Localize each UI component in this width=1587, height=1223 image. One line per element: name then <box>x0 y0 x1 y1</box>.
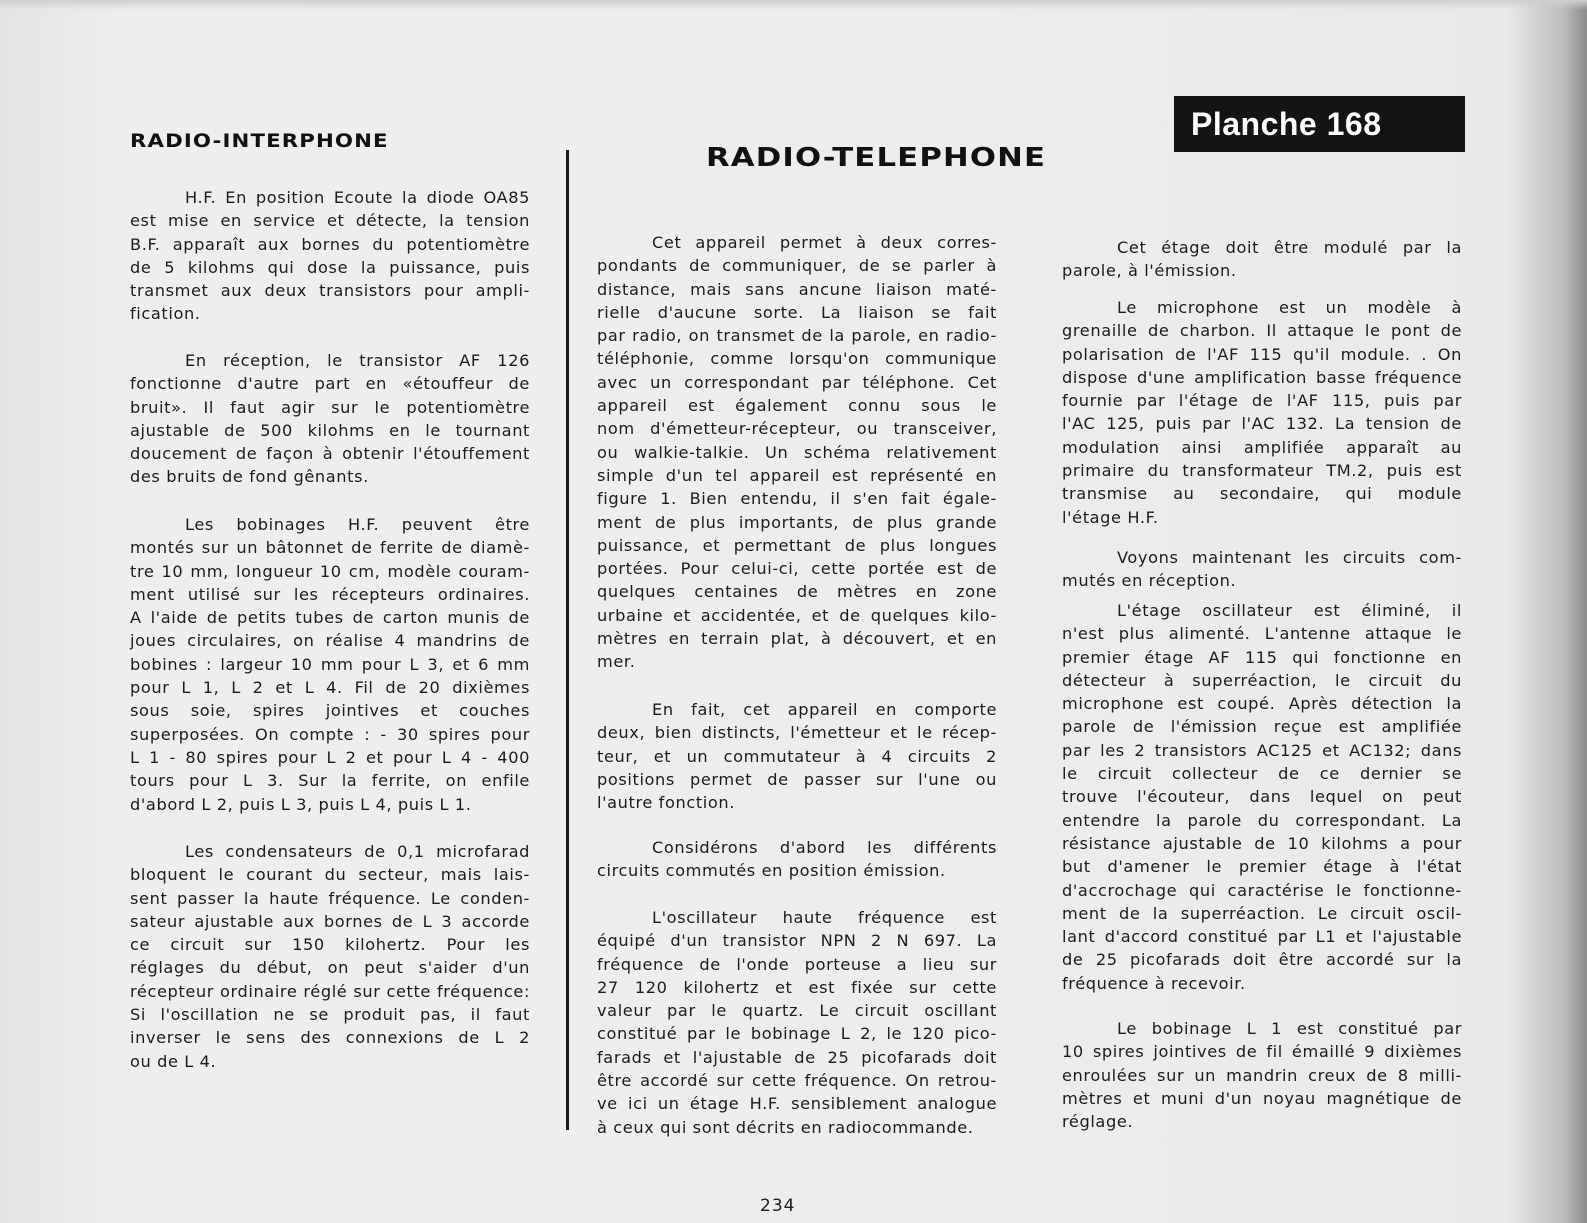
text-line: est mise en service et détecte, la tension <box>130 211 530 231</box>
plate-label: Planche 168 <box>1174 96 1465 152</box>
text-line: par les 2 transistors AC125 et AC132; dans <box>1062 740 1462 760</box>
text-line: fréquence de l'onde porteuse a lieu sur <box>597 954 997 974</box>
text-line: ment utilisé sur les récepteurs ordinaires. <box>130 584 530 604</box>
text-line: ment de la superréaction. Le circuit oscil- <box>1062 903 1462 923</box>
text-line: portées. Pour celui-ci, cette portée est de <box>597 559 997 579</box>
text-line: fournie par l'étage de l'AF 115, puis par <box>1062 391 1462 411</box>
section-title-radio-telephone: RADIO-TELEPHONE <box>706 143 1047 173</box>
paragraph <box>1062 236 1462 283</box>
text-line: entendre la parole du correspondant. La <box>1062 810 1462 830</box>
text-line: avec un correspondant par téléphone. Cet <box>597 372 997 392</box>
text-line: constitué par le bobinage L 2, le 120 pico- <box>597 1024 997 1044</box>
text-line: mutés en réception. <box>1062 571 1237 591</box>
text-line: valeur par le quartz. Le circuit oscillant <box>597 1001 997 1021</box>
text-line: Les condensateurs de 0,1 microfarad <box>185 842 530 861</box>
text-line: premier étage AF 115 qui fonctionne en <box>1062 647 1462 667</box>
section-title-radio-interphone: RADIO-INTERPHONE <box>130 130 389 152</box>
text-line: détecteur à superréaction, le circuit du <box>1062 670 1462 690</box>
text-line: B.F. apparaît aux bornes du potentiomètre <box>130 234 530 254</box>
paragraph <box>597 231 997 674</box>
text-line: bruit». Il faut agir sur le potentiomètre <box>130 397 530 417</box>
text-line: mètres et muni d'un noyau magnétique de <box>1062 1088 1462 1108</box>
text-line: ce circuit sur 150 kilohertz. Pour les <box>130 935 530 955</box>
text-line: téléphonie, comme lorsqu'on communique <box>597 349 997 369</box>
text-line: joues circulaires, on réalise 4 mandrins de <box>130 631 530 651</box>
text-line: équipé d'un transistor NPN 2 N 697. La <box>597 931 997 951</box>
text-line: farads et l'ajustable de 25 picofarads doit <box>597 1047 997 1067</box>
text-line: doucement de façon à obtenir l'étouffement <box>130 444 530 464</box>
paragraph <box>130 840 530 1073</box>
paragraph <box>597 698 997 814</box>
text-line: d'abord L 2, puis L 3, puis L 4, puis L 1. <box>130 794 472 814</box>
text-line: L 1 - 80 spires pour L 2 et pour L 4 - 400 <box>130 747 530 767</box>
text-line: réglage. <box>1062 1112 1134 1132</box>
text-line: Considérons d'abord les différents <box>652 838 997 857</box>
text-line: d'accrochage qui caractérise le fonctionne- <box>1062 880 1462 900</box>
text-line: pour L 1, L 2 et L 4. Fil de 20 dixièmes <box>130 678 530 698</box>
text-line: fréquence à recevoir. <box>1062 973 1246 993</box>
text-line: ajustable de 500 kilohms en le tournant <box>130 420 530 440</box>
text-line: circuits commutés en position émission. <box>597 861 946 881</box>
text-line: puissance, et permettant de plus longues <box>597 535 997 555</box>
text-line: Le bobinage L 1 est constitué par <box>1117 1019 1462 1038</box>
text-line: Cet appareil permet à deux corres- <box>652 233 997 252</box>
text-line: rielle d'aucune sorte. La liaison se fait <box>597 302 997 322</box>
paragraph <box>1062 599 1462 995</box>
text-line: nom d'émetteur-récepteur, ou transceiver, <box>597 419 997 439</box>
text-line: 10 spires jointives de fil émaillé 9 dixièmes <box>1062 1042 1462 1062</box>
text-line: par radio, on transmet de la parole, en radio- <box>597 326 997 346</box>
text-line: trouve l'écouteur, dans lequel on peut <box>1062 787 1462 807</box>
text-line: ment de plus importants, de plus grande <box>597 512 997 532</box>
text-line: but d'amener le premier étage à l'état <box>1062 857 1462 877</box>
text-line: enroulées sur un mandrin creux de 8 milli- <box>1062 1065 1462 1085</box>
paragraph <box>130 186 530 326</box>
text-line: à ceux qui sont décrits en radiocommande. <box>597 1117 974 1137</box>
text-line: microphone est coupé. Après détection la <box>1062 694 1462 714</box>
paragraph <box>597 906 997 1139</box>
text-line: fication. <box>130 304 201 324</box>
text-line: l'étage H.F. <box>1062 507 1159 527</box>
paragraph <box>1062 1017 1462 1133</box>
text-line: superposées. On compte : - 30 spires pour <box>130 724 530 744</box>
text-line: parole de l'émission reçue est amplifiée <box>1062 717 1462 737</box>
text-line: grenaille de charbon. Il attaque le pont de <box>1062 321 1462 341</box>
text-line: tre 10 mm, longueur 10 cm, modèle couram- <box>130 561 530 581</box>
text-line: parole, à l'émission. <box>1062 261 1237 281</box>
text-line: transmise au secondaire, qui module <box>1062 484 1462 504</box>
paragraph <box>130 349 530 489</box>
text-line: de 5 kilohms qui dose la puissance, puis <box>130 257 530 277</box>
text-line: polarisation de l'AF 115 qu'il module. . On <box>1062 344 1462 364</box>
text-line: sateur ajustable aux bornes de L 3 accorde <box>130 911 530 931</box>
text-line: lant d'accord constitué par L1 et l'ajustable <box>1062 927 1462 947</box>
text-line: mer. <box>597 652 636 672</box>
text-line: appareil est également connu sous le <box>597 396 997 416</box>
text-line: sous soie, spires jointives et couches <box>130 701 530 721</box>
text-line: résistance ajustable de 10 kilohms a pour <box>1062 833 1462 853</box>
text-line: urbaine et accidentée, et de quelques kilo- <box>597 605 997 625</box>
text-line: fonctionne d'autre part en «étouffeur de <box>130 374 530 394</box>
text-line: deux, bien distincts, l'émetteur et le récep- <box>597 723 997 743</box>
text-line: figure 1. Bien entendu, il s'en fait égale- <box>597 489 997 509</box>
text-line: l'AC 125, puis par l'AC 132. La tension de <box>1062 414 1462 434</box>
text-line: simple d'un tel appareil est représenté en <box>597 465 997 485</box>
text-line: Cet étage doit être modulé par la <box>1117 238 1462 257</box>
text-line: récepteur ordinaire réglé sur cette fréquence: <box>130 981 530 1001</box>
paragraph <box>1062 296 1462 529</box>
text-line: Le microphone est un modèle à <box>1117 298 1462 317</box>
text-line: modulation ainsi amplifiée apparaît au <box>1062 437 1462 457</box>
paragraph <box>597 836 997 883</box>
text-line: bobines : largeur 10 mm pour L 3, et 6 mm <box>130 654 530 674</box>
text-line: A l'aide de petits tubes de carton munis de <box>130 608 530 628</box>
page-number: 234 <box>760 1196 796 1216</box>
text-line: montés sur un bâtonnet de ferrite de diamè- <box>130 538 530 558</box>
text-line: Voyons maintenant les circuits com- <box>1117 548 1462 567</box>
text-line: sent passer la haute fréquence. Le conden- <box>130 888 530 908</box>
text-line: réglages du début, on peut s'aider d'un <box>130 958 530 978</box>
text-line: pondants de communiquer, de se parler à <box>597 256 997 276</box>
text-line: dispose d'une amplification basse fréquence <box>1062 367 1462 387</box>
text-line: mètres en terrain plat, à découvert, et en <box>597 629 997 649</box>
text-line: Si l'oscillation ne se produit pas, il faut <box>130 1005 530 1025</box>
text-line: teur, et un commutateur à 4 circuits 2 <box>597 746 997 766</box>
text-line: L'étage oscillateur est éliminé, il <box>1117 601 1462 620</box>
text-line: ve ici un étage H.F. sensiblement analogue <box>597 1094 997 1114</box>
text-line: ou walkie-talkie. Un schéma relativement <box>597 442 997 462</box>
text-line: En fait, cet appareil en comporte <box>652 700 997 719</box>
text-line: l'autre fonction. <box>597 793 735 813</box>
text-line: Les bobinages H.F. peuvent être <box>185 515 530 534</box>
text-line: des bruits de fond gênants. <box>130 467 369 487</box>
text-line: être accordé sur cette fréquence. On retrou- <box>597 1071 997 1091</box>
text-line: L'oscillateur haute fréquence est <box>652 908 997 927</box>
text-line: transmet aux deux transistors pour ampli- <box>130 281 530 301</box>
text-line: de 25 picofarads doit être accordé sur la <box>1062 950 1462 970</box>
text-line: 27 120 kilohertz et est fixée sur cette <box>597 977 997 997</box>
text-line: distance, mais sans ancune liaison maté- <box>597 279 997 299</box>
text-line: H.F. En position Ecoute la diode OA85 <box>185 188 530 207</box>
text-line: n'est plus alimenté. L'antenne attaque le <box>1062 624 1462 644</box>
text-line: le circuit collecteur de ce dernier se <box>1062 764 1462 784</box>
text-line: quelques centaines de mètres en zone <box>597 582 997 602</box>
text-line: inverser le sens des connexions de L 2 <box>130 1028 530 1048</box>
column-divider <box>566 150 569 1130</box>
page-top-shadow <box>0 0 1587 10</box>
text-line: primaire du transformateur TM.2, puis est <box>1062 461 1462 481</box>
paragraph <box>130 513 530 816</box>
text-line: En réception, le transistor AF 126 <box>185 351 530 370</box>
text-line: tours pour L 3. Sur la ferrite, on enfile <box>130 771 530 791</box>
text-line: ou de L 4. <box>130 1051 217 1071</box>
text-line: positions permet de passer sur l'une ou <box>597 769 997 789</box>
paragraph <box>1062 546 1462 593</box>
text-line: bloquent le courant du secteur, mais lais- <box>130 865 530 885</box>
